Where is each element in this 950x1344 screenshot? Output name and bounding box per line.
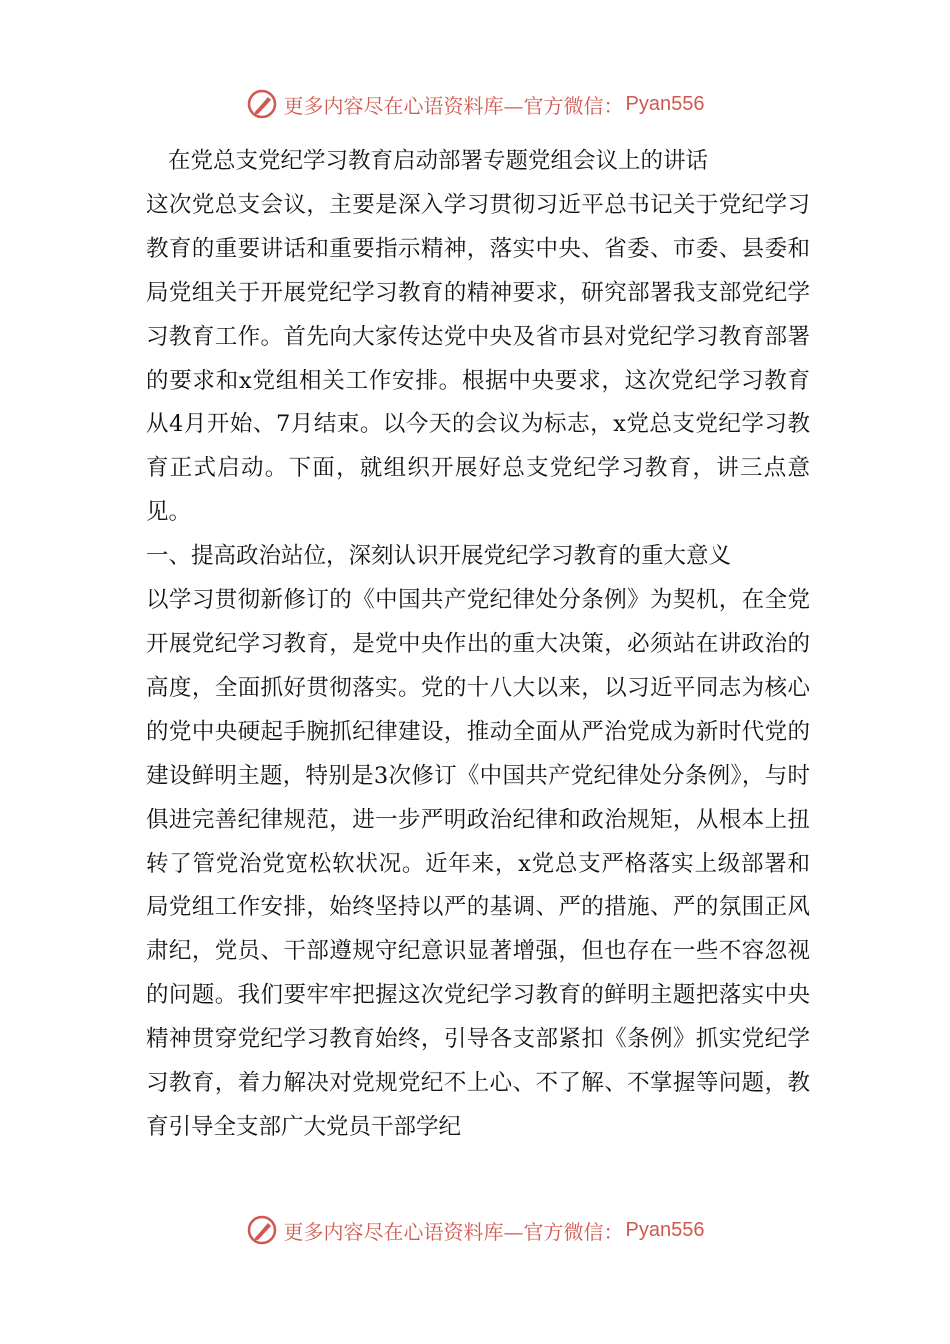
watermark-banner-bottom [0, 1210, 950, 1250]
wechat-id: Pyan556 [625, 1218, 705, 1241]
pen-logo-icon [246, 1214, 278, 1246]
paragraph-intro: 这次党总支会议，主要是深入学习贯彻习近平总书记关于党纪学习教育的重要讲话和重要指示精神，落实中央、省委、市委、县委和局党组关于开展党纪学习教育的精神要求，研究部署我支部党纪学习教育工作。首先向大家传达党中央及省市县对党纪学习教育部署的要求和x党组相关工作安排。根据中央要求，这次党纪学习教育从4月开始、7月结束。以今天的会议为标志，x党总支党纪学习教育正式启动。下面，就组织开展好总支党纪学习教育，讲三点意见。 [146, 191, 810, 526]
section-heading-1: 一、提高政治站位，深刻认识开展党纪学习教育的重大意义 [146, 543, 732, 570]
wechat-id: Pyan556 [625, 92, 705, 115]
watermark-text: 更多内容尽在心语资料库—官方微信： [283, 93, 624, 118]
pen-logo-icon [246, 88, 278, 120]
watermark-banner-top [0, 84, 950, 124]
watermark-text: 更多内容尽在心语资料库—官方微信： [283, 1219, 624, 1244]
paragraph-section-1: 以学习贯彻新修订的《中国共产党纪律处分条例》为契机，在全党开展党纪学习教育，是党中央作出的重大决策，必须站在讲政治的高度，全面抓好贯彻落实。党的十八大以来，以习近平同志为核心的党中央硬起手腕抓纪律建设，推动全面从严治党成为新时代党的建设鲜明主题，特别是3次修订《中国共产党纪律处分条例》，与时俱进完善纪律规范，进一步严明政治纪律和政治规矩，从根本上扭转了管党治党宽松软状况。近年来，x党总支严格落实上级部署和局党组工作安排，始终坚持以严的基调、严的措施、严的氛围正风肃纪，党员、干部遵规守纪意识显著增强，但也存在一些不容忽视的问题。我们要牢牢把握这次党纪学习教育的鲜明主题把落实中央精神贯穿党纪学习教育始终，引导各支部紧扣《条例》抓实党纪学习教育，着力解决对党规党纪不上心、不了解、不掌握等问题，教育引导全支部广大党员干部学纪 [146, 587, 810, 1140]
document-body [146, 140, 810, 1150]
document-title: 在党总支党纪学习教育启动部署专题党组会议上的讲话 [168, 148, 709, 174]
